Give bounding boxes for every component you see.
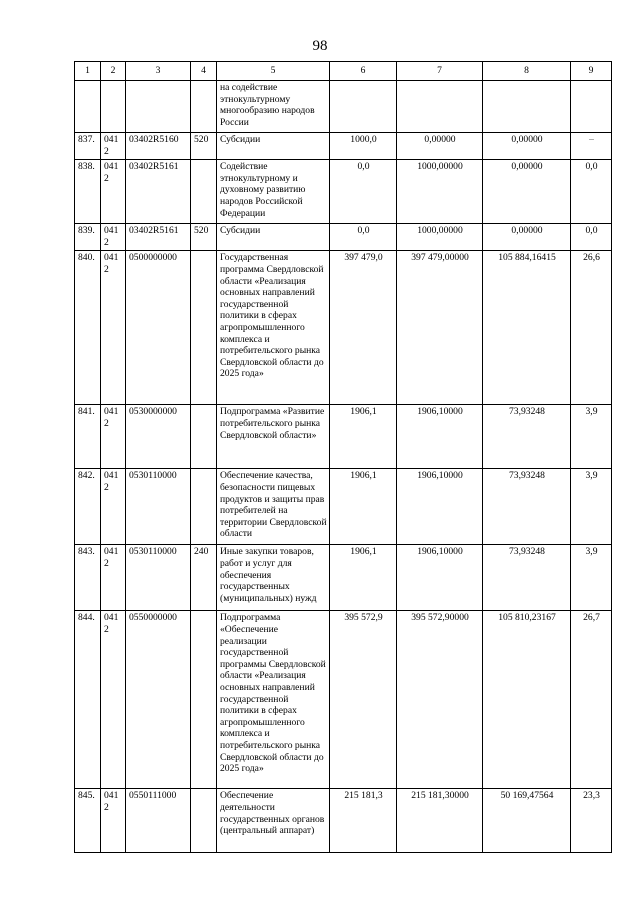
row-number [75,81,101,133]
table-row [75,81,612,133]
section-code: 0412 [101,160,126,224]
target-item-code: 03402R5160 [126,133,191,160]
column-header: 3 [126,62,191,81]
row-number: 840. [75,251,101,405]
value-col9 [571,81,612,133]
target-item-code [126,81,191,133]
row-number: 844. [75,611,101,789]
expense-type-code: 520 [191,133,217,160]
target-item-code: 0550111000 [126,789,191,853]
row-number: 843. [75,545,101,611]
value-col6: 1906,1 [330,469,397,545]
section-code: 0412 [101,469,126,545]
expense-type-code [191,160,217,224]
column-header: 1 [75,62,101,81]
row-number: 841. [75,405,101,469]
item-name: Подпрограмма «Развитие потребительского рынка Свердловской области» [217,405,330,469]
target-item-code: 0530110000 [126,469,191,545]
target-item-code: 03402R5161 [126,160,191,224]
value-col9: 26,7 [571,611,612,789]
section-code [101,81,126,133]
table-row [75,789,612,853]
target-item-code: 03402R5161 [126,224,191,251]
item-name: Обеспечение деятельности государственных органов (центральный аппарат) [217,789,330,853]
expense-type-code: 240 [191,545,217,611]
item-name: Государственная программа Свердловской области «Реализация основных направлений государственной политики в сферах агропромышленного комплекса и потребительского рынка Свердловской области до 2025 года» [217,251,330,405]
value-col8: 0,00000 [483,133,571,160]
value-col9: 0,0 [571,224,612,251]
target-item-code: 0530110000 [126,545,191,611]
value-col8: 0,00000 [483,160,571,224]
value-col9: – [571,133,612,160]
value-col6 [330,81,397,133]
column-header: 8 [483,62,571,81]
expense-type-code: 520 [191,224,217,251]
expense-type-code [191,789,217,853]
value-col7: 1000,00000 [397,160,483,224]
section-code: 0412 [101,789,126,853]
item-name: Субсидии [217,224,330,251]
column-header: 9 [571,62,612,81]
section-code: 0412 [101,545,126,611]
value-col8 [483,81,571,133]
column-header: 5 [217,62,330,81]
row-number: 837. [75,133,101,160]
expense-type-code [191,405,217,469]
table-row [75,405,612,469]
table-row [75,611,612,789]
value-col6: 397 479,0 [330,251,397,405]
table-row [75,469,612,545]
item-name: на содействие этнокультурному многообразию народов России [217,81,330,133]
value-col8: 73,93248 [483,545,571,611]
value-col7: 215 181,30000 [397,789,483,853]
value-col6: 215 181,3 [330,789,397,853]
column-header: 6 [330,62,397,81]
page-number: 98 [312,38,328,54]
value-col9: 3,9 [571,545,612,611]
table-row [75,160,612,224]
column-header: 2 [101,62,126,81]
value-col7: 1000,00000 [397,224,483,251]
budget-table [74,61,612,853]
table-row [75,224,612,251]
value-col6: 0,0 [330,224,397,251]
section-code: 0412 [101,251,126,405]
header-row [75,62,612,81]
value-col9: 3,9 [571,405,612,469]
item-name: Обеспечение качества, безопасности пищевых продуктов и защиты прав потребителей на территории Свердловской области [217,469,330,545]
value-col7: 1906,10000 [397,469,483,545]
value-col8: 73,93248 [483,405,571,469]
column-header: 4 [191,62,217,81]
row-number: 842. [75,469,101,545]
row-number: 845. [75,789,101,853]
section-code: 0412 [101,405,126,469]
table-row [75,133,612,160]
value-col8: 0,00000 [483,224,571,251]
expense-type-code [191,611,217,789]
value-col8: 105 884,16415 [483,251,571,405]
item-name: Субсидии [217,133,330,160]
section-code: 0412 [101,133,126,160]
value-col7: 397 479,00000 [397,251,483,405]
target-item-code: 0530000000 [126,405,191,469]
item-name: Содействие этнокультурному и духовному развитию народов Российской Федерации [217,160,330,224]
target-item-code: 0550000000 [126,611,191,789]
value-col8: 105 810,23167 [483,611,571,789]
value-col9: 23,3 [571,789,612,853]
expense-type-code [191,251,217,405]
value-col6: 395 572,9 [330,611,397,789]
item-name: Иные закупки товаров, работ и услуг для обеспечения государственных (муниципальных) нужд [217,545,330,611]
value-col7 [397,81,483,133]
expense-type-code [191,81,217,133]
column-header: 7 [397,62,483,81]
row-number: 838. [75,160,101,224]
value-col9: 26,6 [571,251,612,405]
table-row [75,251,612,405]
value-col6: 1906,1 [330,545,397,611]
item-name: Подпрограмма «Обеспечение реализации государственной программы Свердловской области «Реализация основных направлений государственной политики в сферах агропромышленного комплекса и потребительского рынка Свердловской области до 2025 года» [217,611,330,789]
value-col9: 0,0 [571,160,612,224]
table-row [75,545,612,611]
value-col8: 73,93248 [483,469,571,545]
value-col6: 0,0 [330,160,397,224]
section-code: 0412 [101,224,126,251]
section-code: 0412 [101,611,126,789]
value-col9: 3,9 [571,469,612,545]
value-col7: 1906,10000 [397,545,483,611]
value-col7: 0,00000 [397,133,483,160]
value-col6: 1906,1 [330,405,397,469]
expense-type-code [191,469,217,545]
value-col7: 395 572,90000 [397,611,483,789]
target-item-code: 0500000000 [126,251,191,405]
value-col6: 1000,0 [330,133,397,160]
value-col8: 50 169,47564 [483,789,571,853]
value-col7: 1906,10000 [397,405,483,469]
row-number: 839. [75,224,101,251]
